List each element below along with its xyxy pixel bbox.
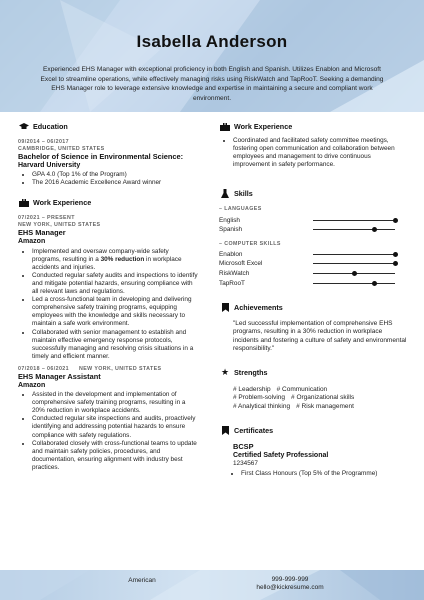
strength-tag: # Communication [276, 385, 328, 393]
skill-name: Enablon [219, 250, 243, 258]
achievement-text: "Led successful implementation of comprehensive EHS programs, resulting in a 30% reduction in workplace incidents and fostering a culture of safety and environmental responsibility." [233, 319, 407, 353]
job-bullets [18, 248, 198, 361]
certificates-heading: Certificates [219, 426, 409, 435]
job-title: EHS Manager Assistant [18, 371, 101, 381]
education-list [18, 171, 198, 187]
footer-phone: 999-999-999 [271, 576, 309, 583]
bookmark-icon [219, 426, 231, 435]
strength-tag: # Risk management [296, 402, 354, 410]
certificate-name: Certified Safety Professional [233, 451, 329, 459]
list-item: • Collaborated with senior management to establish and maintain effective emergency response protocols, successfully managing and resolving crisis situations in a timely and efficient manner. [32, 329, 198, 361]
bookmark-icon [219, 303, 231, 312]
skill-level-dot [393, 218, 398, 223]
list-item: • Assisted in the development and implementation of comprehensive safety training programs, resulting in a 20% reduction in workplace accidents. [32, 391, 198, 415]
skill-group-label: – COMPUTER SKILLS [219, 240, 281, 247]
job-bullets [18, 391, 198, 472]
right-column [219, 122, 409, 478]
work-experience-heading: Work Experience [219, 122, 409, 131]
job-title: EHS Manager [18, 228, 66, 238]
resume-header [0, 0, 424, 112]
skill-row [219, 250, 409, 260]
strengths-tags [219, 386, 409, 412]
skill-group-label: – LANGUAGES [219, 206, 262, 213]
work-experience-bullets [219, 137, 409, 169]
job-entry [18, 215, 198, 361]
skill-name: TapRooT [219, 279, 245, 287]
skill-row [219, 225, 409, 235]
list-item: • The 2016 Academic Excellence Award winner [32, 179, 198, 187]
briefcase-icon [18, 199, 30, 207]
job-entry [18, 366, 198, 472]
list-item: • Led a cross-functional team in developing and delivering comprehensive safety training programs, equipping employees with the knowledge and skills necessary to maintain a safe work environment. [32, 296, 198, 328]
skills-heading: Skills [219, 189, 409, 198]
footer-email: hello@kickresume.com [256, 584, 324, 592]
company-name: Amazon [18, 381, 46, 389]
footer-contact [245, 576, 335, 592]
job-dates-location: 07/2018 – 06/2021 NEW YORK, UNITED STATES [18, 365, 162, 372]
skill-level-bar [313, 229, 395, 230]
flask-icon [219, 189, 231, 198]
skill-row [219, 278, 409, 288]
education-dates: 09/2014 – 06/2017 [18, 139, 69, 145]
skill-name: Spanish [219, 226, 243, 234]
left-column [18, 122, 198, 472]
skill-level-bar [313, 254, 395, 255]
resume-footer [0, 570, 424, 600]
list-item: • Conducted regular safety audits and inspections to identify and mitigate potential hazards, ensuring compliance with all relevant laws and regulations. [32, 272, 198, 296]
work-experience-heading: Work Experience [18, 198, 198, 207]
certificate-number: 1234567 [233, 460, 258, 468]
graduation-cap-icon [18, 123, 30, 131]
skill-level-bar [313, 273, 395, 274]
skill-name: English [219, 216, 240, 224]
candidate-name: Isabella Anderson [136, 32, 288, 51]
skill-level-bar [313, 220, 395, 221]
achievements-heading: Achievements [219, 303, 409, 312]
list-item: • Collaborated closely with cross-functional teams to update and maintain safety policies, procedures, and documentation, ensuring alignment with industry best practices. [32, 440, 198, 472]
strength-tag: # Analytical thinking [233, 402, 291, 410]
company-name: Amazon [18, 238, 46, 246]
skill-level-dot [393, 252, 398, 257]
list-item: • Implemented and oversaw company-wide safety programs, resulting in a 30% reduction in workplace accidents and injuries. [32, 248, 198, 272]
list-item: • Coordinated and facilitated safety committee meetings, fostering open communication and collaboration between employees and management to drive continuous improvement in safety performance. [233, 137, 409, 169]
job-location: NEW YORK, UNITED STATES [18, 222, 101, 229]
certificate-bullets [219, 470, 409, 478]
skill-row [219, 215, 409, 225]
footer-location: American [128, 577, 156, 584]
skill-name: Microsoft Excel [219, 260, 263, 268]
job-dates: 07/2021 – PRESENT [18, 215, 75, 222]
skill-level-dot [393, 261, 398, 266]
education-heading: Education [18, 122, 198, 131]
skill-level-dot [372, 281, 377, 286]
list-item: • Conducted regular site inspections and audits, proactively identifying and addressing potential hazards to ensure compliance with safety regulations. [32, 415, 198, 439]
education-location: CAMBRIDGE, UNITED STATES [18, 146, 105, 152]
skill-name: RiskWatch [219, 270, 250, 278]
skills-list [219, 206, 409, 288]
footer-background-pattern [0, 570, 424, 600]
skill-level-dot [372, 227, 377, 232]
strength-tag: # Leadership [233, 385, 271, 393]
skill-row [219, 259, 409, 269]
strength-tag: # Problem-solving [233, 394, 286, 402]
degree-title: Bachelor of Science in Environmental Science: [18, 152, 184, 161]
certificate-issuer: BCSP [233, 442, 254, 452]
strength-tag: # Organizational skills [291, 394, 355, 402]
skill-level-bar [313, 283, 395, 284]
strengths-heading: ★ Strengths [220, 366, 268, 377]
skill-level-bar [313, 263, 395, 264]
profile-summary: Experienced EHS Manager with exceptional proficiency in both English and Spanish. Utilizes Enablon and Microsoft Excel to streamline operations, while effectively managing risks using RiskWatch and TapRooT. Seeking a demanding EHS Manager role to leverage extensive knowledge and expertise in maintaining a secure and compliant work environment. [40, 66, 384, 102]
skill-row [219, 269, 409, 279]
list-item: • First Class Honours (Top 5% of the Programme) [241, 470, 391, 478]
list-item: • GPA 4.0 (Top 1% of the Program) [32, 171, 198, 179]
briefcase-icon [219, 123, 231, 131]
school-name: Harvard University [18, 161, 81, 169]
skill-level-dot [352, 271, 357, 276]
star-icon: ★ [220, 366, 230, 377]
